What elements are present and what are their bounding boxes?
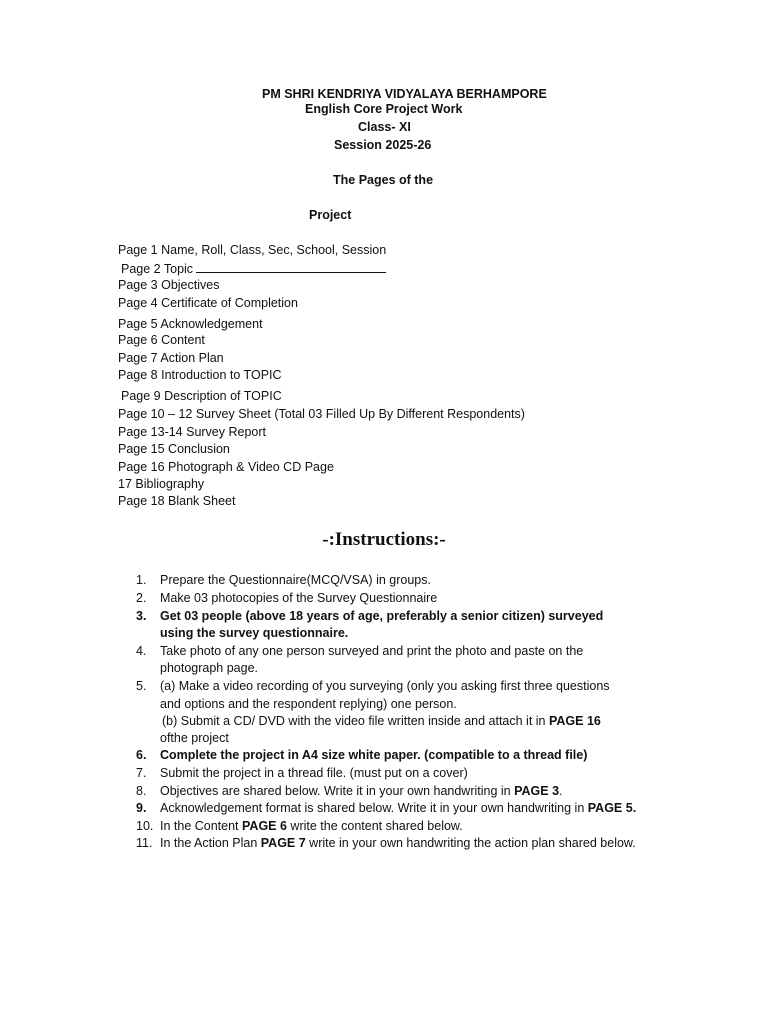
instruction-item-4	[136, 644, 583, 658]
item-number: 9.	[136, 801, 147, 815]
class-title: Class- XI	[358, 120, 411, 134]
item-text: Complete the project in A4 size white paper. (compatible to a thread file)	[160, 748, 588, 762]
item-number: 5.	[136, 679, 147, 693]
page-list-item: Page 1 Name, Roll, Class, Sec, School, Session	[118, 243, 387, 257]
item-text: (a) Make a video recording of you surveying (only you asking first three questions	[160, 679, 610, 693]
subject-title: English Core Project Work	[305, 102, 463, 116]
instruction-item-10	[136, 819, 463, 833]
instruction-item-11	[136, 836, 636, 850]
page-list-item: Page 3 Objectives	[118, 278, 220, 292]
page-list-item: Page 5 Acknowledgement	[118, 317, 263, 331]
instruction-item-2	[136, 591, 437, 605]
pages-heading-line2: Project	[309, 208, 352, 222]
page-list-item: Page 16 Photograph & Video CD Page	[118, 460, 334, 474]
item-text: (b) Submit a CD/ DVD with the video file written inside and attach it in	[162, 714, 549, 728]
item-text: Submit the project in a thread file. (must put on a cover)	[160, 766, 468, 780]
page-list-item: Page 9 Description of TOPIC	[121, 389, 282, 403]
item-text: Prepare the Questionnaire(MCQ/VSA) in groups.	[160, 573, 431, 587]
instruction-item-5-cont: and options and the respondent replying) one person.	[160, 697, 457, 711]
instruction-item-4-cont: photograph page.	[160, 661, 259, 675]
instruction-item-3-cont: using the survey questionnaire.	[160, 626, 349, 640]
instruction-item-3	[136, 609, 603, 623]
page-ref: PAGE 5.	[587, 801, 637, 815]
page-list-item: Page 18 Blank Sheet	[118, 494, 236, 508]
item-text: Take photo of any one person surveyed and print the photo and paste on the	[160, 644, 584, 658]
item-number: 3.	[136, 609, 147, 623]
item-number: 10.	[136, 819, 154, 833]
page-list-item: 17 Bibliography	[118, 477, 205, 491]
item-text: Get 03 people (above 18 years of age, preferably a senior citizen) surveyed	[160, 609, 604, 623]
page-ref: PAGE 3	[514, 784, 560, 798]
instructions-heading: -:Instructions:-	[322, 529, 446, 550]
school-name: PM SHRI KENDRIYA VIDYALAYA BERHAMPORE	[262, 87, 547, 101]
item-number: 6.	[136, 748, 147, 762]
pages-heading-line1: The Pages of the	[333, 173, 434, 187]
item-text: In the Action Plan	[160, 836, 261, 850]
item-text-end: write the content shared below.	[286, 819, 463, 833]
item-text-end: write in your own handwriting the action plan shared below.	[305, 836, 636, 850]
topic-blank-line	[196, 261, 386, 273]
page-ref: PAGE 7	[260, 836, 306, 850]
item-text-end: .	[559, 784, 563, 798]
instruction-item-5b-cont: ofthe project	[160, 731, 229, 745]
page-list-item-label: Page 2 Topic	[121, 262, 194, 276]
item-number: 8.	[136, 784, 147, 798]
page-list-item: Page 15 Conclusion	[118, 442, 230, 456]
page-list-item: Page 10 – 12 Survey Sheet (Total 03 Filled Up By Different Respondents)	[118, 407, 525, 421]
page-list-item: Page 6 Content	[118, 333, 205, 347]
item-number: 11.	[136, 836, 153, 850]
item-text: Objectives are shared below. Write it in your own handwriting in	[160, 784, 515, 798]
page-list-item: Page 7 Action Plan	[118, 351, 224, 365]
instruction-item-8	[136, 784, 563, 798]
item-number: 4.	[136, 644, 147, 658]
page-list-item: Page 13-14 Survey Report	[118, 425, 267, 439]
page-ref: PAGE 16	[548, 714, 601, 728]
item-text: Make 03 photocopies of the Survey Questionnaire	[160, 591, 438, 605]
instruction-item-9	[136, 801, 636, 815]
page-list-item: Page 4 Certificate of Completion	[118, 296, 298, 310]
instruction-item-5	[136, 679, 610, 693]
item-text: In the Content	[160, 819, 243, 833]
item-text: Acknowledgement format is shared below. Write it in your own handwriting in	[160, 801, 588, 815]
instruction-item-5b	[162, 714, 601, 728]
page-list-item: Page 8 Introduction to TOPIC	[118, 368, 282, 382]
instruction-item-7	[136, 766, 468, 780]
item-number: 1.	[136, 573, 147, 587]
page-ref: PAGE 6	[242, 819, 287, 833]
item-number: 7.	[136, 766, 147, 780]
instruction-item-1	[136, 573, 431, 587]
session-title: Session 2025-26	[334, 138, 432, 152]
instruction-item-6	[136, 748, 587, 762]
page-list-item-topic	[121, 261, 386, 276]
item-number: 2.	[136, 591, 147, 605]
